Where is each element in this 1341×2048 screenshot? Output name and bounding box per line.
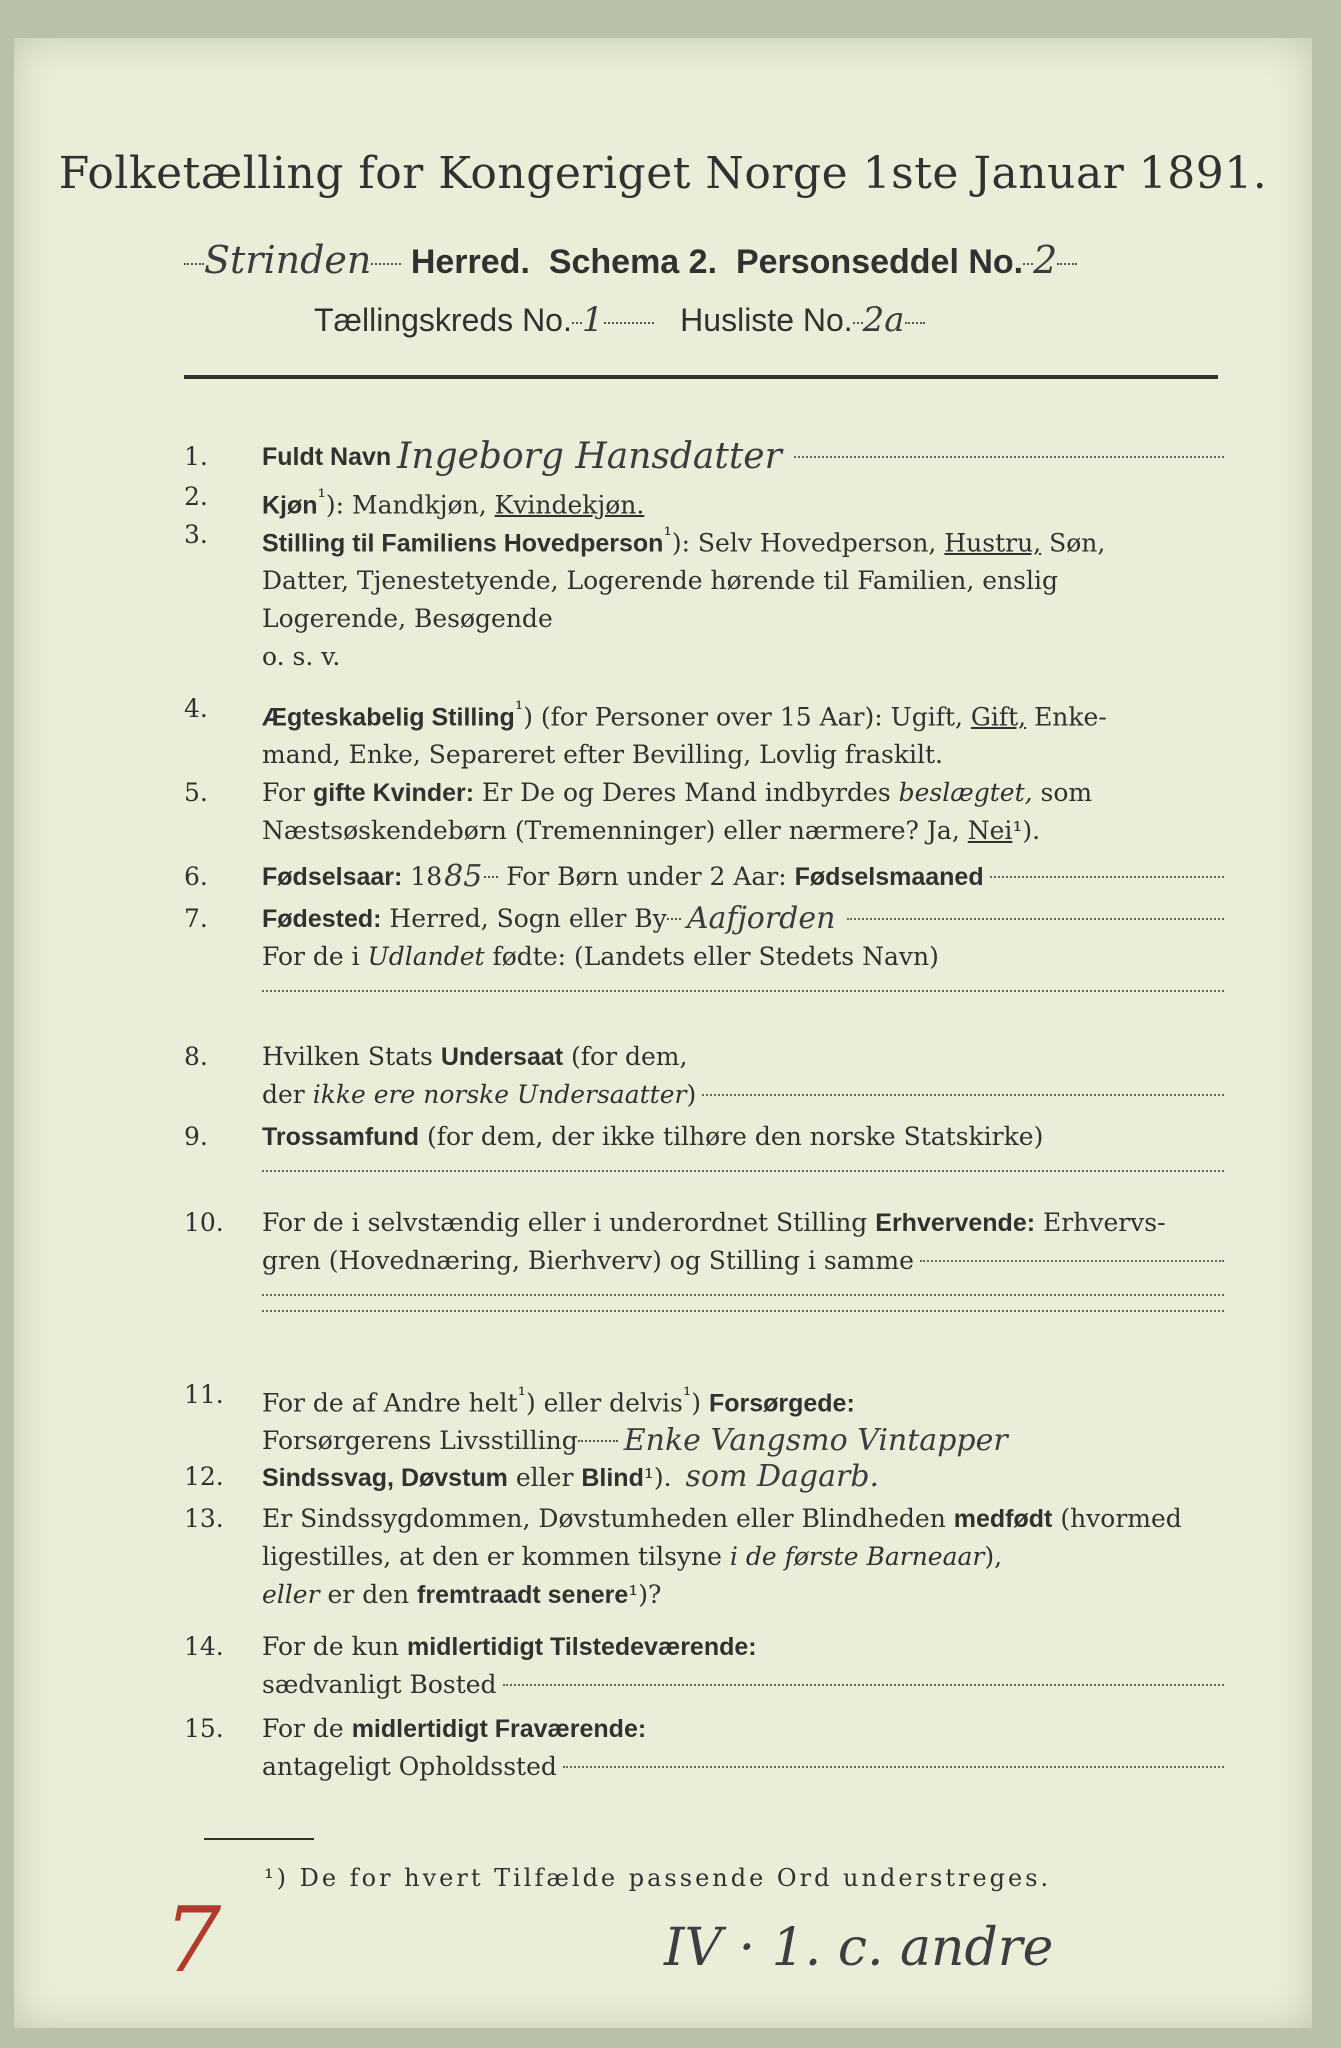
q11-text-c: ) [691, 1388, 701, 1418]
later-onset-label: fremtraadt senere [417, 1581, 629, 1609]
q13-italic: i de første Barneaar [729, 1542, 985, 1571]
footnote-mark: ¹ [682, 1383, 692, 1407]
disability-value: som Dagarb. [685, 1459, 880, 1494]
item-number: 1. [184, 442, 208, 471]
q7-line2: For de i [262, 942, 360, 971]
q5-end: ¹). [1012, 816, 1041, 845]
q13-line3: er den [327, 1580, 410, 1609]
item-number: 11. [184, 1380, 224, 1409]
q13-line3-end: ¹)? [628, 1580, 662, 1609]
temp-present-label: midlertidigt Tilstedeværende: [406, 1633, 757, 1661]
marital-status-selected: Gift, [970, 702, 1027, 732]
item-number: 4. [184, 694, 208, 723]
q10-line2: gren (Hovednæring, Bierhverv) og Stilling i samme [262, 1246, 914, 1275]
q5-italic: beslægtet, [898, 778, 1033, 807]
q7-text: Herred, Sogn eller By [389, 904, 667, 933]
family-position-label: Stilling til Familiens Hovedperson [262, 529, 664, 558]
birth-year-label: Fødselsaar: [262, 863, 403, 891]
q14-text: For de kun [262, 1632, 400, 1661]
footnote-rule [204, 1838, 314, 1840]
marital-status-options-line2: mand, Enke, Separeret efter Bevilling, Lovlig fraskilt. [262, 740, 943, 770]
q9-text: (for dem, der ikke tilhøre den norske Statskirke) [426, 1122, 1044, 1151]
q8-italic: ikke ere norske Undersaatter [312, 1080, 687, 1109]
item-number: 6. [184, 862, 208, 891]
item-number: 5. [184, 778, 208, 807]
q6-text: For Børn under 2 Aar: [506, 862, 787, 891]
item-number: 2. [184, 482, 208, 511]
marital-status-label: Ægteskabelig Stilling [262, 703, 515, 732]
occupation-label: Erhvervende: [875, 1209, 1036, 1237]
disability-label: Sindssvag, Døvstum [262, 1464, 508, 1492]
personseddel-number: 2 [1033, 238, 1058, 282]
q11-line2: Forsørgerens Livsstilling [262, 1426, 578, 1456]
marital-status-options-cont: Enke- [1034, 702, 1107, 732]
q8-line2: der [262, 1080, 305, 1109]
birthplace-label: Fødested: [262, 905, 382, 933]
birth-year-value: 85 [444, 859, 483, 894]
footnote-mark: ¹ [663, 523, 672, 547]
taellingskreds-line [314, 300, 925, 340]
birth-month-label: Fødselsmaaned [794, 863, 984, 891]
family-position-selected: Hustru, [944, 528, 1042, 558]
header-rule [184, 375, 1218, 379]
q5-text-c: som [1040, 778, 1093, 807]
q12-end: ¹). [643, 1463, 672, 1492]
q14-line2: sædvanligt Bosted [262, 1670, 497, 1699]
family-position-options-line2: Datter, Tjenestetyende, Logerende hørende til Familien, enslig [262, 566, 1059, 596]
herred-name: Strinden [204, 238, 372, 282]
birthplace-value: Aafjorden [686, 901, 836, 936]
item-number: 13. [184, 1504, 224, 1533]
q8-line2-b: ) [686, 1080, 697, 1109]
citizenship-label: Undersaat [440, 1043, 564, 1071]
married-women-label: gifte Kvinder: [312, 779, 475, 807]
item-number: 8. [184, 1042, 208, 1071]
blind-label: Blind [581, 1464, 644, 1492]
schema-label: Schema 2. [548, 243, 718, 281]
religion-label: Trossamfund [262, 1123, 419, 1151]
sex-label: Kjøn [262, 491, 318, 520]
item-number: 9. [184, 1122, 208, 1151]
q7-italic: Udlandet [367, 942, 485, 971]
footnote-mark: ¹ [317, 485, 326, 509]
herred-label: Herred. [410, 243, 530, 281]
item-number: 15. [184, 1714, 224, 1743]
q10-text-b: Erhvervs- [1043, 1208, 1166, 1237]
husliste-number: 2a [862, 300, 905, 340]
family-position-options: ): Selv Hovedperson, [671, 528, 937, 558]
footnote: ¹) De for hvert Tilfælde passende Ord understreges. [264, 1864, 1052, 1892]
congenital-label: medfødt [953, 1505, 1053, 1533]
q11-text: For de af Andre helt [262, 1388, 518, 1418]
q8-text: Hvilken Stats [262, 1042, 433, 1071]
bottom-annotation: IV · 1. c. andre [664, 1918, 1054, 1978]
provider-occupation-value: Enke Vangsmo Vintapper [623, 1423, 1008, 1459]
footnote-mark: ¹ [517, 1383, 526, 1407]
marital-status-options: ) (for Personer over 15 Aar): Ugift, [523, 702, 963, 732]
personseddel-label: Personseddel No. [735, 243, 1024, 281]
q13-line2: ligestilles, at den er kommen tilsyne [262, 1542, 722, 1571]
census-form-sheet [14, 38, 1312, 2028]
q13-line2-b: ), [984, 1542, 1003, 1571]
sex-options: ): Mandkjøn, [325, 490, 487, 520]
herred-line [184, 238, 1077, 282]
footnote-mark: ¹ [514, 697, 524, 721]
item-number: 3. [184, 520, 208, 549]
red-pencil-mark: 7 [164, 1888, 222, 1993]
q13-line3-italic: eller [262, 1580, 320, 1609]
q5-text-b: Er De og Deres Mand indbyrdes [482, 778, 891, 807]
q5-text: For [262, 778, 305, 807]
supported-label: Forsørgede: [708, 1389, 855, 1418]
sex-selected: Kvindekjøn. [494, 490, 645, 520]
item-number: 14. [184, 1632, 224, 1661]
temp-absent-label: midlertidigt Fraværende: [351, 1715, 647, 1743]
family-position-options-line3: Logerende, Besøgende [262, 604, 553, 634]
taellingskreds-number: 1 [581, 300, 604, 340]
q5-line2: Næstsøskendebørn (Tremenninger) eller nærmere? Ja, [262, 816, 960, 845]
q8-text-b: (for dem, [571, 1042, 688, 1071]
q15-line2: antageligt Opholdssted [262, 1752, 557, 1781]
full-name-label: Fuldt Navn [262, 443, 392, 471]
full-name-value: Ingeborg Hansdatter [397, 436, 782, 477]
form-title: Folketælling for Kongeriget Norge 1ste Januar 1891. [58, 148, 1268, 199]
taellingskreds-label: Tællingskreds No. [314, 302, 572, 338]
item-number: 7. [184, 904, 208, 933]
q15-text: For de [262, 1714, 344, 1743]
q11-text-b: ) eller delvis [525, 1388, 683, 1418]
family-position-options-line4: o. s. v. [262, 642, 341, 672]
q13-text-b: (hvormed [1060, 1504, 1182, 1533]
item-number: 12. [184, 1462, 224, 1491]
q12-text: eller [515, 1463, 574, 1492]
item-number: 10. [184, 1208, 224, 1237]
birth-year-prefix: 18 [410, 862, 443, 891]
q7-line2-b: fødte: (Landets eller Stedets Navn) [492, 942, 939, 971]
q10-text: For de i selvstændig eller i underordnet Stilling [262, 1208, 868, 1237]
family-position-options-cont: Søn, [1049, 528, 1106, 558]
q13-text: Er Sindssygdommen, Døvstumheden eller Blindheden [262, 1504, 946, 1533]
husliste-label: Husliste No. [680, 302, 853, 338]
related-selected: Nei [967, 816, 1013, 845]
